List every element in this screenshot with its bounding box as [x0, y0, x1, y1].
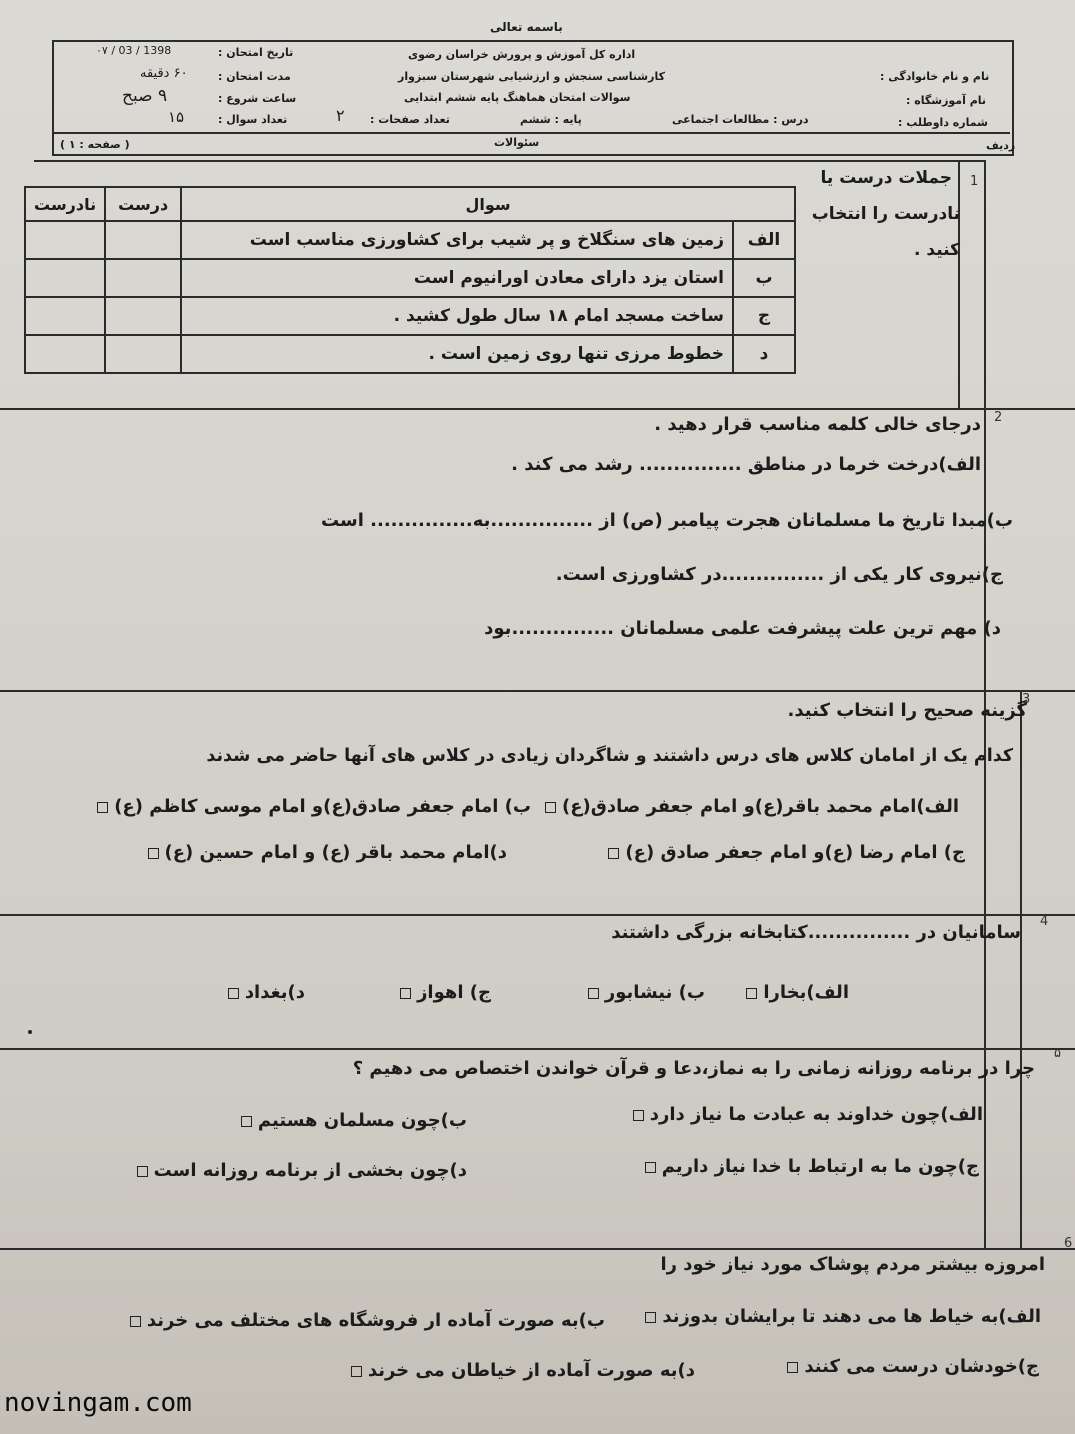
q1-instruction-1: جملات درست یا	[820, 168, 952, 188]
option-label: الف)بخارا	[763, 982, 849, 1003]
checkbox[interactable]	[97, 802, 108, 813]
q6-option-c[interactable]	[781, 1356, 1039, 1377]
q3-option-a[interactable]	[539, 796, 959, 817]
q6-option-d[interactable]	[345, 1360, 695, 1381]
option-label: د)امام محمد باقر (ع) و امام حسین (ع)	[164, 842, 507, 863]
q4-option-a[interactable]	[740, 982, 849, 1003]
option-label: ب) امام جعفر صادق(ع)و امام موسی کاظم (ع)	[114, 796, 531, 817]
questions-label: سئوالات	[494, 136, 540, 149]
row-letter: د	[733, 335, 795, 373]
table-row	[25, 335, 795, 373]
q1-instruction-3: کنید .	[914, 240, 960, 260]
checkbox[interactable]	[746, 988, 757, 999]
option-label: ج)چون ما به ارتباط با خدا نیاز داریم	[661, 1156, 979, 1177]
option-label: ج)خودشان درست می کنند	[804, 1356, 1039, 1377]
q3-option-d[interactable]	[142, 842, 507, 863]
option-label: ج) امام رضا (ع)و امام جعفر صادق (ع)	[625, 842, 965, 863]
ink-dot	[28, 1030, 32, 1034]
q5-option-b[interactable]	[235, 1110, 467, 1131]
q6-number: 6	[1064, 1236, 1073, 1251]
q2-bottom-rule	[0, 690, 1075, 692]
false-cell[interactable]	[25, 259, 105, 297]
q3-option-c[interactable]	[602, 842, 965, 863]
org-line2: کارشناسی سنجش و ارزشیابی شهرستان سبزوار	[398, 70, 665, 83]
option-label: الف)امام محمد باقر(ع)و امام جعفر صادق(ع)	[562, 796, 959, 817]
row-letter: ب	[733, 259, 795, 297]
option-label: الف)به خیاط ها می دهند تا برایشان بدوزند	[662, 1306, 1041, 1327]
q4-option-b[interactable]	[582, 982, 705, 1003]
col-true: درست	[105, 187, 181, 221]
q6-option-a[interactable]	[639, 1306, 1041, 1327]
table-row	[25, 221, 795, 259]
option-label: ب)به صورت آماده ار فروشگاه های مختلف می خرند	[146, 1310, 605, 1331]
true-cell[interactable]	[105, 221, 181, 259]
false-cell[interactable]	[25, 221, 105, 259]
col-question: سوال	[181, 187, 795, 221]
option-label: د)چون بخشی از برنامه روزانه است	[153, 1160, 467, 1181]
q5-number: ۵	[1054, 1046, 1061, 1061]
org-line3: سوالات امتحان هماهنگ پایه ششم ابتدایی	[404, 91, 631, 104]
q4-bottom-rule	[0, 1048, 1075, 1050]
q-number-divider	[958, 160, 960, 410]
question-count-value: ۱۵	[168, 108, 185, 126]
row-label: ردیف	[986, 139, 1016, 152]
school-label: نام آموزشگاه :	[906, 94, 987, 107]
row-statement: ساخت مسجد امام ۱۸ سال طول کشید .	[181, 297, 733, 335]
checkbox[interactable]	[545, 802, 556, 813]
q2-number: 2	[994, 410, 1003, 425]
q6-question: امروزه بیشتر مردم پوشاک مورد نیاز خود را	[660, 1254, 1045, 1275]
checkbox[interactable]	[137, 1166, 148, 1177]
table-row	[25, 259, 795, 297]
duration-value: ۶۰ دقیقه	[140, 66, 188, 81]
table-row	[25, 297, 795, 335]
q4-question: سامانیان در ...............کتابخانه بزرگی داشتند	[611, 922, 1021, 943]
watermark: novingam.com	[4, 1388, 192, 1418]
checkbox[interactable]	[633, 1110, 644, 1121]
q4-option-d[interactable]	[222, 982, 305, 1003]
q2-instruction: درجای خالی کلمه مناسب قرار دهید .	[654, 414, 981, 435]
checkbox[interactable]	[351, 1366, 362, 1377]
q6-option-b[interactable]	[124, 1310, 605, 1331]
option-label: د)به صورت آماده از خیاطان می خرند	[367, 1360, 695, 1381]
q3-bottom-rule	[0, 914, 1075, 916]
q1-bottom-rule	[0, 408, 1075, 410]
checkbox[interactable]	[148, 848, 159, 859]
option-label: ج) اهواز	[417, 982, 491, 1003]
checkbox[interactable]	[588, 988, 599, 999]
q5-option-d[interactable]	[131, 1160, 467, 1181]
checkbox[interactable]	[608, 848, 619, 859]
q3-instruction: گزینه صحیح را انتخاب کنید.	[787, 700, 1027, 721]
false-cell[interactable]	[25, 335, 105, 373]
name-label: نام و نام خانوادگی :	[880, 70, 990, 83]
col-false: نادرست	[25, 187, 105, 221]
row-statement: استان یزد دارای معادن اورانیوم است	[181, 259, 733, 297]
grade-label: پایه : ششم	[520, 113, 582, 126]
row-statement: زمین های سنگلاخ و پر شیب برای کشاورزی مناسب است	[181, 221, 733, 259]
candidate-label: شماره داوطلب :	[898, 116, 988, 129]
checkbox[interactable]	[400, 988, 411, 999]
q4-option-c[interactable]	[394, 982, 491, 1003]
q2-item-c: ج)نیروی کار یکی از ...............در کشاورزی است.	[555, 564, 1003, 585]
row-letter: الف	[733, 221, 795, 259]
q2-item-a: الف)درخت خرما در مناطق ............... رشد می کند .	[511, 454, 981, 475]
true-cell[interactable]	[105, 297, 181, 335]
q2-item-d: د) مهم ترین علت پیشرفت علمی مسلمانان ...............بود	[484, 618, 1001, 639]
pages-value: ۲	[336, 106, 345, 125]
row-statement: خطوط مرزی تنها روی زمین است .	[181, 335, 733, 373]
checkbox[interactable]	[787, 1362, 798, 1373]
checkbox[interactable]	[130, 1316, 141, 1327]
q5-bottom-rule	[0, 1248, 1075, 1250]
checkbox[interactable]	[228, 988, 239, 999]
page-label: ( صفحه : ۱ )	[60, 138, 130, 151]
subject-label: درس : مطالعات اجتماعی	[672, 113, 809, 126]
option-label: ب) نیشابور	[604, 982, 705, 1003]
q3-question: کدام یک از امامان کلاس های درس داشتند و شاگردان زیادی در کلاس های آنها حاضر می شدند	[206, 746, 1013, 766]
q1-number: 1	[970, 174, 979, 189]
option-label: الف)چون خداوند به عبادت ما نیاز دارد	[649, 1104, 983, 1125]
false-cell[interactable]	[25, 297, 105, 335]
checkbox[interactable]	[241, 1116, 252, 1127]
true-cell[interactable]	[105, 259, 181, 297]
table-header-row	[25, 187, 795, 221]
checkbox[interactable]	[645, 1162, 656, 1173]
q1-top-rule	[34, 160, 984, 162]
q2-item-b: ب)مبدا تاریخ ما مسلمانان هجرت پیامبر (ص) از ...............به............... است	[320, 510, 1013, 531]
true-cell[interactable]	[105, 335, 181, 373]
start-time-value: ۹ صبح	[122, 86, 168, 106]
q5-option-a[interactable]	[627, 1104, 983, 1125]
start-time-label: ساعت شروع :	[218, 92, 297, 105]
q5-question: چرا در برنامه روزانه زمانی را به نماز،دعا و قرآن خواندن اختصاص می دهیم ؟	[352, 1058, 1035, 1079]
exam-date-value: ۰۷ / 03 / 1398	[96, 44, 172, 57]
q3-option-b[interactable]	[91, 796, 531, 817]
exam-date-label: تاریخ امتحان :	[218, 46, 294, 59]
pages-label: تعداد صفحات :	[370, 113, 450, 126]
true-false-table	[24, 186, 796, 374]
bismillah: باسمه تعالی	[490, 20, 563, 34]
q4-number: 4	[1040, 914, 1049, 929]
q5-option-c[interactable]	[639, 1156, 979, 1177]
q1-instruction-2: نادرست را انتخاب	[811, 204, 960, 224]
checkbox[interactable]	[645, 1312, 656, 1323]
option-label: ب)چون مسلمان هستیم	[257, 1110, 467, 1131]
header-divider	[52, 132, 1010, 134]
q-number-border-lower	[1020, 690, 1022, 1250]
question-count-label: تعداد سوال :	[218, 113, 288, 126]
option-label: د)بغداد	[244, 982, 305, 1003]
org-line1: اداره کل آموزش و پرورش خراسان رضوی	[408, 48, 636, 61]
duration-label: مدت امتحان :	[218, 70, 291, 83]
q3-number: 3	[1022, 692, 1031, 707]
row-letter: ج	[733, 297, 795, 335]
